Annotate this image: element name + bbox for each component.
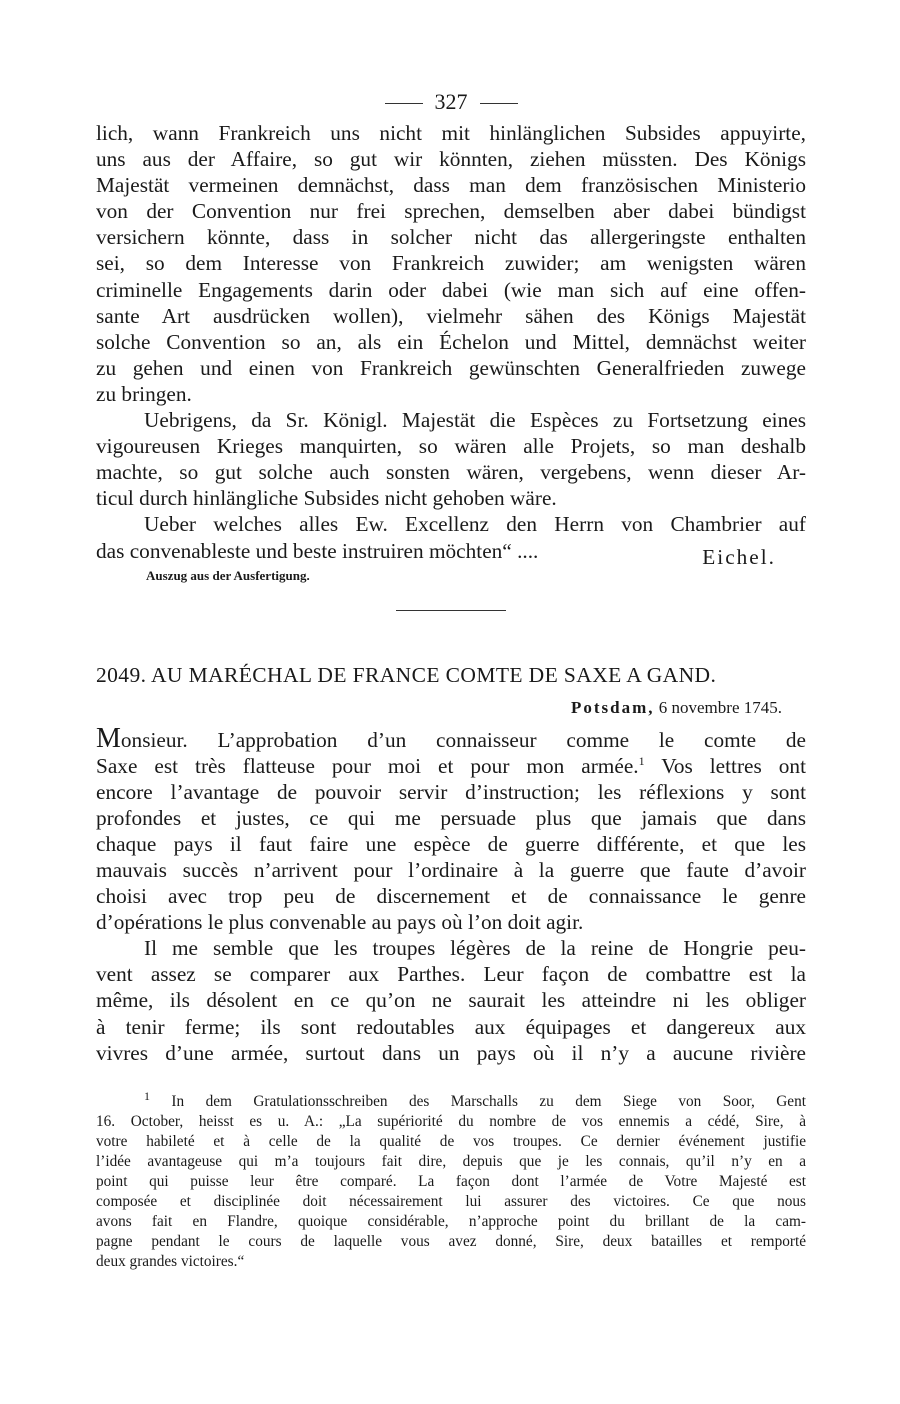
closing-and-signature (96, 538, 806, 568)
text-line: sante Art ausdrücken wollen), vielmehr sähen des Königs Majestät (96, 303, 806, 328)
text-line: von der Convention nur frei sprechen, demselben aber dabei bündigst (96, 199, 806, 224)
text-line: encore l’avantage de pouvoir servir d’instruction; les réflexions y sont (96, 779, 806, 804)
paragraph-espece (96, 407, 806, 511)
footnote-line: avons fait en Flandre, quoique considérable, n’approche point du brillant de la cam- (96, 1213, 806, 1231)
document-heading: 2049. AU MARÉCHAL DE FRANCE COMTE DE SAXE A GAND. (96, 662, 717, 687)
text-line (96, 722, 806, 754)
salutation-initial: M (96, 722, 121, 754)
text-line: uns aus der Affaire, so gut wir könnten, ziehen müssten. Des Königs (96, 147, 806, 172)
signature: Eichel. (702, 544, 776, 569)
text-line: choisi avec trop peu de discernement et de connaissance le genre (96, 884, 806, 909)
footnote-line (96, 1088, 806, 1112)
line-text: Vos lettres ont (644, 753, 806, 778)
footnote-line: point qui puisse leur être comparé. La façon dont l’armée de Votre Majesté est (96, 1173, 806, 1191)
footnote-line: votre habileté et à celle de la qualité de vos troupes. Ce dernier événement justifie (96, 1132, 806, 1150)
footnote-marker: 1 (638, 753, 645, 768)
text-line: Il me semble que les troupes légères de la reine de Hongrie peu- (144, 936, 806, 961)
text-line (96, 753, 806, 779)
page-header (96, 84, 806, 120)
section-divider (396, 610, 506, 611)
text-line: solche Convention so an, als ein Échelon und Mittel, demnächst weiter (96, 329, 806, 354)
text-line: vivres d’une armée, surtout dans un pays où il n’y a aucune rivière (96, 1040, 806, 1065)
line-text: Saxe est très flatteuse pour moi et pour mon armée. (96, 753, 639, 778)
header-dash-right (480, 103, 518, 104)
text-line: chaque pays il faut faire une espèce de guerre différente, et que les (96, 831, 806, 856)
text-line: machte, so gut solche auch sonsten wären, vergebens, wenn dieser Ar- (96, 460, 806, 485)
text-line: ticul durch hinlängliche Subsides nicht gehoben wäre. (96, 486, 557, 511)
text-line: mauvais succès n’arrivent pour l’ordinaire à la guerre que faute d’avoir (96, 857, 806, 882)
text-line: à tenir ferme; ils sont redoutables aux équipages et dangereux aux (96, 1014, 806, 1039)
text-line: versichern könnte, dass in solcher nicht das allergeringste enthalten (96, 225, 806, 250)
paragraph-closing (96, 511, 806, 537)
footnote-line: l’idée avantageuse qui m’a toujours fait dire, depuis que je les connais, qu’il n’y en a (96, 1153, 806, 1170)
text-line: d’opérations le plus convenable au pays où l’on doit agir. (96, 910, 584, 935)
text-line: Uebrigens, da Sr. Königl. Majestät die Espèces zu Fortsetzung eines (144, 408, 806, 433)
place: Potsdam, (570, 697, 655, 717)
footnote (96, 1088, 806, 1273)
text-line: profondes et justes, ce qui me persuade plus que jamais que dans (96, 805, 806, 830)
source-note: Auszug aus der Ausfertigung. (146, 567, 310, 583)
page-number: 327 (434, 89, 468, 114)
date: 6 novembre 1745. (658, 697, 782, 717)
text-line: lich, wann Frankreich uns nicht mit hinlänglichen Subsides appuyirte, (96, 121, 806, 145)
continuation-paragraph (96, 120, 806, 407)
footnote-line: composée et disciplinée doit nécessairement lui assurer des victoires. Ce que nous (96, 1193, 806, 1211)
text-line: zu bringen. (96, 381, 192, 406)
letter-paragraph-1 (96, 722, 806, 936)
text-line: vigoureusen Krieges manquirten, so wären alle Projets, so man deshalb (96, 434, 806, 459)
footnote-line: 16. October, heisst es u. A.: „La supériorité du nombre de vos ennemis a cédé, Sire, à (96, 1112, 806, 1130)
footnote-line: pagne pendant le cours de laquelle vous avez donné, Sire, deux batailles et remporté (96, 1233, 806, 1251)
letter-paragraph-2 (96, 935, 806, 1065)
text-line: das convenableste und beste instruiren möchten“ .... (96, 538, 539, 563)
header-dash-left (385, 103, 423, 104)
salutation-rest: onsieur. L’approbation d’un connaisseur comme le comte de (120, 727, 806, 752)
line-text: In dem Gratulationsschreiben des Marschalls zu dem Siege von Soor, Gent (171, 1092, 806, 1110)
book-page (96, 84, 806, 1273)
text-line: Ueber welches alles Ew. Excellenz den Herrn von Chambrier auf (144, 512, 806, 537)
footnote-number: 1 (144, 1088, 150, 1103)
text-line: même, ils désolent en ce qu’on ne saurait les atteindre ni les obliger (96, 988, 806, 1013)
place-date-line (96, 698, 806, 718)
text-line: vent assez se comparer aux Parthes. Leur façon de combattre est la (96, 962, 806, 987)
text-line: zu gehen und einen von Frankreich gewünschten Generalfrieden zuwege (96, 355, 806, 380)
text-line: criminelle Engagements darin oder dabei (wie man sich auf eine offen- (96, 277, 806, 302)
text-line: sei, so dem Interesse von Frankreich zuwider; am wenigsten wären (96, 251, 806, 276)
footnote-line: deux grandes victoires.“ (96, 1253, 245, 1271)
text-line: Majestät vermeinen demnächst, dass man dem französischen Ministerio (96, 173, 806, 198)
